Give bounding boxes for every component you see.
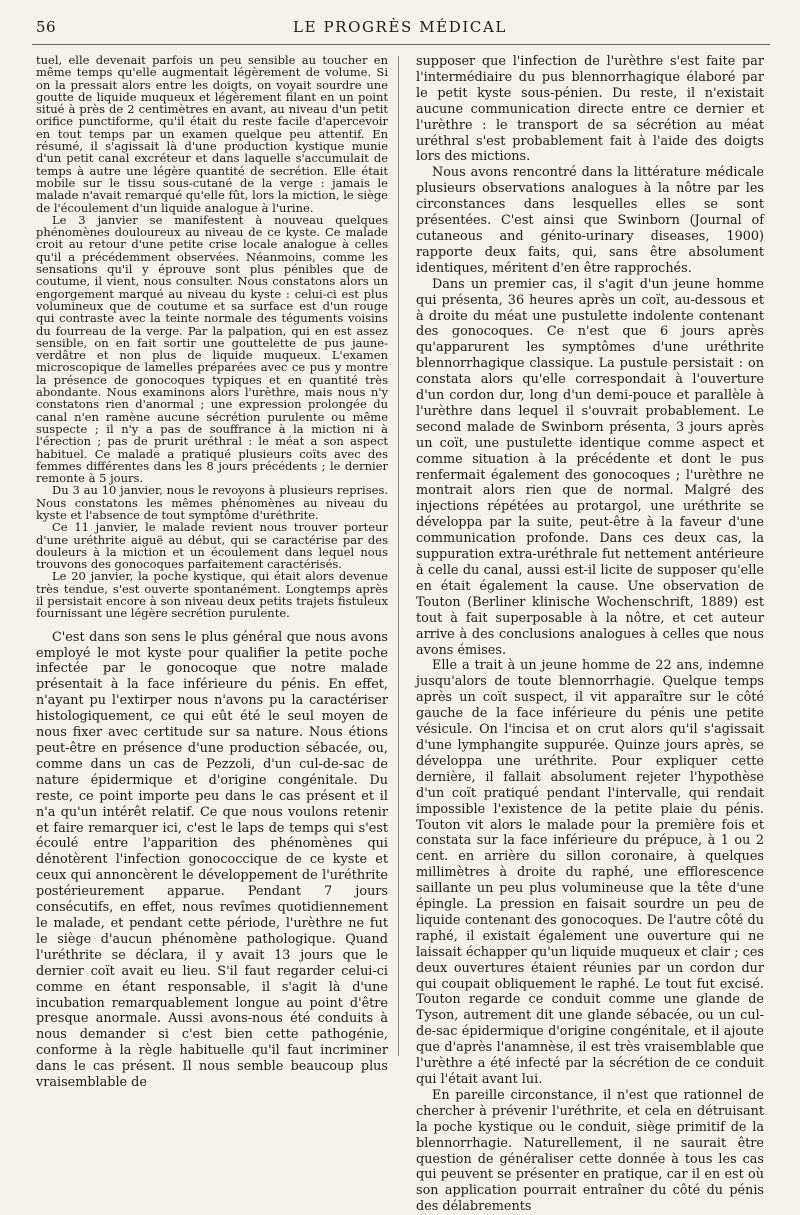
- page-header: [30, 16, 770, 42]
- paragraph: Le 20 janvier, la poche kystique, qui était alors devenue très tendue, s'est ouverte spontanément. Longtemps après il persistait encore à son niveau deux petits trajets fistuleux fournissant une légère secrétion purulente.: [36, 569, 388, 621]
- paragraph: Ce 11 janvier, le malade revient nous trouver porteur d'une uréthrite aiguë au début, qui se caractérise par des douleurs à la miction et un écoulement dans lequel nous trouvons des gonocoques parfaitement caractérisés.: [36, 520, 388, 572]
- page-number: 56: [36, 18, 57, 36]
- discussion-text: [36, 630, 388, 1091]
- paragraph: Elle a trait à un jeune homme de 22 ans, indemne jusqu'alors de toute blennorrhagie. Quelque temps après un coït suspect, il vit apparaître sur le côté gauche de la face inférieure du pénis une petite vésicule. On l'incisa et on crut alors qu'il s'agissait d'une lymphangite suppurée. Quinze jours après, se développa une uréthrite. Pour expliquer cette dernière, il fallait absolument rejeter l'hypothèse d'un coït pratiqué pendant l'intervalle, qui rendait impossible l'existence de la petite plaie du pénis. Touton vit alors le malade pour la première fois et constata sur la face inférieure du prépuce, à 1 ou 2 cent. en arrière du sillon coronaire, à quelques millimètres à droite du raphé, une efflorescence saillante un peu plus volumineuse que la tête d'une épingle. La pression en faisait sourdre un peu de liquide contenant des gonocoques. De l'autre côté du raphé, il existait également une ouverture qui ne laissait échapper qu'un liquide muqueux et clair ; ces deux ouvertures étaient réunies par un cordon dur qui coupait obliquement le raphé. Le tout fut excisé. Touton regarde ce conduit comme une glande de Tyson, autrement dit une glande sébacée, ou un cul-de-sac épidermique d'origine congénitale, et il ajoute que d'après l'anamnèse, il est très vraisemblable que l'urèthre a été infecté par la sécrétion de ce conduit qui l'était avant lui.: [416, 658, 764, 1087]
- column-divider: [398, 56, 399, 1056]
- right-column: [416, 54, 764, 1215]
- paragraph: supposer que l'infection de l'urèthre s'est faite par l'intermédiaire du pus blennorrhagique élaboré par le petit kyste sous-pénien. Du reste, il n'existait aucune communication directe entre ce dernier et l'urèthre : le transport de sa sécrétion au méat uréthral s'est probablement fait à l'aide des doigts lors des mictions.: [416, 54, 764, 165]
- left-column: [36, 53, 388, 1091]
- header-rule: [32, 44, 770, 45]
- paragraph: Le 3 janvier se manifestent à nouveau quelques phénomènes douloureux au niveau de ce kyste. Ce malade croit au retour d'une petite crise locale analogue à celles qu'il a précédemment observées. Néanmoins, comme les sensations qu'il y éprouve sont plus pénibles que de coutume, il vient, nous consulter. Nous constatons alors un engorgement marqué au niveau du kyste : celui-ci est plus volumineux que de coutume et sa surface est d'un rouge qui contraste avec la teinte normale des téguments voisins du fourreau de la verge. Par la palpation, qui en est assez sensible, on en fait sortir une gouttelette de pus jaune-verdâtre et non plus de liquide muqueux. L'examen microscopique de lamelles préparées avec ce pus y montre la présence de gonocoques typiques et en quantité très abondante. Nous examinons alors l'urèthre, mais nous n'y constatons rien d'anormal ; une expression prolongée du canal n'en ramène aucune sécrétion purulente ou même suspecte ; il n'y a pas de souffrance à la miction ni à l'érection ; pas de prurit uréthral : le méat a son aspect habituel. Ce malade a pratiqué plusieurs coïts avec des femmes différentes dans les 8 jours précédents ; le dernier remonte à 5 jours.: [36, 212, 388, 486]
- paragraph: Du 3 au 10 janvier, nous le revoyons à plusieurs reprises. Nous constatons les mêmes phénomènes au niveau du kyste et l'absence de tout symptôme d'uréthrite.: [36, 483, 388, 522]
- paragraph: Dans un premier cas, il s'agit d'un jeune homme qui présenta, 36 heures après un coït, au-dessous et à droite du méat une pustulette indolente contenant des gonocoques. Ce n'est que 6 jours après qu'apparurent les symptômes d'une uréthrite blennorrhagique classique. La pustule persistait : on constata alors qu'elle correspondait à l'ouverture d'un cordon dur, long d'un demi-pouce et parallèle à l'urèthre dans lequel il s'ouvrait probablement. Le second malade de Swinborn présenta, 3 jours après un coït, une pustulette identique comme aspect et comme situation à la précédente et dont le pus renfermait également des gonocoques ; l'urèthre ne montrait alors rien que de normal. Malgré des injections répétées au protargol, une uréthrite se développa par la suite, peut-être à la faveur d'une communication profonde. Dans ces deux cas, la suppuration extra-uréthrale fut nettement antérieure à celle du canal, aussi est-il licite de supposer qu'elle en était également la cause. Une observation de Touton (Berliner klinische Wochenschrift, 1889) est tout à fait superposable à la nôtre, et cet auteur arrive à des conclusions analogues à celles que nous avons émises.: [416, 276, 764, 658]
- running-title: LE PROGRÈS MÉDICAL: [293, 18, 507, 36]
- paragraph: tuel, elle devenait parfois un peu sensible au toucher en même temps qu'elle augmentait légèrement de volume. Si on la pressait alors entre les doigts, on voyait sourdre une goutte de liquide muqueux et légèrement filant en un point situé à près de 2 centimètres en avant, au niveau d'un petit orifice punctiforme, qu'il était du reste facile d'apercevoir en tout temps par un examen quelque peu attentif. En résumé, il s'agissait là d'une production kystique munie d'un petit canal excréteur et dans laquelle s'accumulait de temps à autre une légère quantité de secrétion. Elle était mobile sur le tissu sous-cutané de la verge : jamais le malade n'avait remarqué qu'elle fût, lors la miction, le siège de l'écoulement d'un liquide analogue à l'urine.: [36, 53, 388, 215]
- paragraph: En pareille circonstance, il n'est que rationnel de chercher à prévenir l'uréthrite, et cela en détruisant la poche kystique ou le conduit, siège primitif de la blennorrhagie. Naturellement, il ne saurait être question de généraliser cette donnée à tous les cas qui peuvent se présenter en pratique, car il en est où son application pourrait entraîner du côté du pénis des délabrements: [416, 1087, 764, 1215]
- paragraph: Nous avons rencontré dans la littérature médicale plusieurs observations analogues à la nôtre par les circonstances dans lesquelles elles se sont présentées. C'est ainsi que Swinborn (Journal of cutaneous and génito-urinary diseases, 1900) rapporte deux faits, qui, sans être absolument identiques, méritent d'en être rapprochés.: [416, 165, 764, 276]
- paragraph: C'est dans son sens le plus général que nous avons employé le mot kyste pour qualifier la petite poche infectée par le gonocoque que notre malade présentait à la face inférieure du pénis. En effet, n'ayant pu l'extirper nous n'avons pu la caractériser histologiquement, ce qui eût été le seul moyen de nous fixer avec certitude sur sa nature. Nous étions peut-être en présence d'une production sébacée, ou, comme dans un cas de Pezzoli, d'un cul-de-sac de nature épidermique et d'origine congénitale. Du reste, ce point importe peu dans le cas présent et il n'a qu'un intérêt relatif. Ce que nous voulons retenir et faire remarquer ici, c'est le laps de temps qui s'est écoulé entre l'apparition des phénomènes qui dénotèrent l'infection gonococcique de ce kyste et ceux qui annoncèrent le développement de l'uréthrite postérieurement apparue. Pendant 7 jours consécutifs, en effet, nous revîmes quotidiennement le malade, et pendant cette période, l'urèthre ne fut le siège d'aucun phénomène pathologique. Quand l'uréthrite se déclara, il y avait 13 jours que le dernier coït avait eu lieu. S'il faut regarder celui-ci comme en étant responsable, il s'agit là d'une incubation remarquablement longue au point d'être presque anormale. Aussi avons-nous été conduits à nous demander si c'est bien cette pathogénie, conforme à la règle habituelle qu'il faut incriminer dans le cas présent. Il nous semble beaucoup plus vraisemblable de: [36, 629, 388, 1091]
- case-report-text: [36, 54, 388, 620]
